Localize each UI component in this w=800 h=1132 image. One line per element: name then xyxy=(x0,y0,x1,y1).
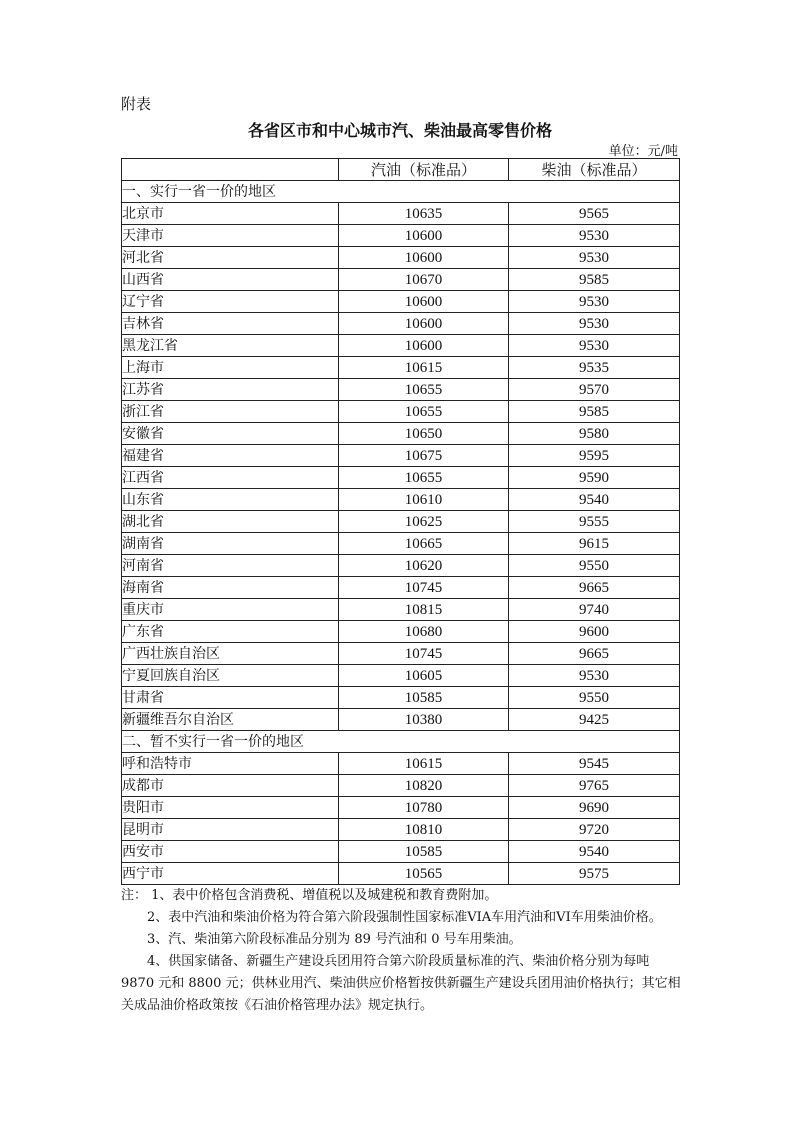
table-row xyxy=(122,247,680,269)
table-row xyxy=(122,511,680,533)
table-row xyxy=(122,423,680,445)
diesel-price-cell: 9595 xyxy=(509,445,680,467)
diesel-price-cell: 9665 xyxy=(509,643,680,665)
gasoline-price-cell: 10625 xyxy=(339,511,509,533)
diesel-price-cell: 9540 xyxy=(509,489,680,511)
region-cell: 浙江省 xyxy=(122,401,339,423)
region-cell: 昆明市 xyxy=(122,819,339,841)
gasoline-price-cell: 10615 xyxy=(339,357,509,379)
region-cell: 湖北省 xyxy=(122,511,339,533)
region-cell: 重庆市 xyxy=(122,599,339,621)
gasoline-price-cell: 10600 xyxy=(339,335,509,357)
diesel-price-cell: 9545 xyxy=(509,753,680,775)
region-cell: 上海市 xyxy=(122,357,339,379)
diesel-price-cell: 9720 xyxy=(509,819,680,841)
diesel-price-cell: 9540 xyxy=(509,841,680,863)
gasoline-price-cell: 10670 xyxy=(339,269,509,291)
note-4: 4、供国家储备、新疆生产建设兵团用符合第六阶段质量标准的汽、柴油价格分别为每吨 9870 元和 8800 元；供林业用汽、柴油供应价格暂按供新疆生产建设兵团用油价格执行；其它相关成品油价格政策按《石油价格管理办法》规定执行。 xyxy=(121,954,681,1013)
region-cell: 河南省 xyxy=(122,555,339,577)
gasoline-price-cell: 10745 xyxy=(339,643,509,665)
gasoline-price-cell: 10605 xyxy=(339,665,509,687)
unit-label: 单位：元/吨 xyxy=(608,144,678,159)
region-cell: 河北省 xyxy=(122,247,339,269)
table-row xyxy=(122,467,680,489)
diesel-price-cell: 9585 xyxy=(509,269,680,291)
region-cell: 呼和浩特市 xyxy=(122,753,339,775)
table-row xyxy=(122,665,680,687)
gasoline-price-cell: 10655 xyxy=(339,401,509,423)
diesel-price-cell: 9585 xyxy=(509,401,680,423)
region-cell: 黑龙江省 xyxy=(122,335,339,357)
appendix-label: 附表 xyxy=(121,95,152,113)
gasoline-price-cell: 10635 xyxy=(339,203,509,225)
section-label: 二、暂不实行一省一价的地区 xyxy=(122,731,680,753)
gasoline-price-cell: 10655 xyxy=(339,379,509,401)
region-cell: 新疆维吾尔自治区 xyxy=(122,709,339,731)
region-cell: 宁夏回族自治区 xyxy=(122,665,339,687)
diesel-price-cell: 9565 xyxy=(509,203,680,225)
region-cell: 吉林省 xyxy=(122,313,339,335)
table-row xyxy=(122,445,680,467)
gasoline-price-cell: 10585 xyxy=(339,841,509,863)
header-region xyxy=(122,159,339,181)
table-row xyxy=(122,621,680,643)
region-cell: 西安市 xyxy=(122,841,339,863)
gasoline-price-cell: 10810 xyxy=(339,819,509,841)
gasoline-price-cell: 10650 xyxy=(339,423,509,445)
gasoline-price-cell: 10565 xyxy=(339,863,509,885)
diesel-price-cell: 9530 xyxy=(509,247,680,269)
gasoline-price-cell: 10600 xyxy=(339,247,509,269)
diesel-price-cell: 9765 xyxy=(509,775,680,797)
table-row xyxy=(122,533,680,555)
diesel-price-cell: 9600 xyxy=(509,621,680,643)
diesel-price-cell: 9550 xyxy=(509,555,680,577)
gasoline-price-cell: 10610 xyxy=(339,489,509,511)
region-cell: 天津市 xyxy=(122,225,339,247)
region-cell: 湖南省 xyxy=(122,533,339,555)
diesel-price-cell: 9665 xyxy=(509,577,680,599)
note-3: 3、汽、柴油第六阶段标准品分别为 89 号汽油和 0 号车用柴油。 xyxy=(147,932,522,947)
diesel-price-cell: 9570 xyxy=(509,379,680,401)
gasoline-price-cell: 10600 xyxy=(339,225,509,247)
gasoline-price-cell: 10815 xyxy=(339,599,509,621)
gasoline-price-cell: 10745 xyxy=(339,577,509,599)
region-cell: 广西壮族自治区 xyxy=(122,643,339,665)
table-row xyxy=(122,203,680,225)
region-cell: 成都市 xyxy=(122,775,339,797)
gasoline-price-cell: 10665 xyxy=(339,533,509,555)
gasoline-price-cell: 10585 xyxy=(339,687,509,709)
region-cell: 辽宁省 xyxy=(122,291,339,313)
diesel-price-cell: 9530 xyxy=(509,225,680,247)
table-row xyxy=(122,401,680,423)
note-2: 2、表中汽油和柴油价格为符合第六阶段强制性国家标准VIA车用汽油和VI车用柴油价格。 xyxy=(147,910,662,925)
diesel-price-cell: 9555 xyxy=(509,511,680,533)
table-row xyxy=(122,819,680,841)
table-row xyxy=(122,841,680,863)
table-row xyxy=(122,753,680,775)
table-body xyxy=(122,181,680,885)
diesel-price-cell: 9575 xyxy=(509,863,680,885)
diesel-price-cell: 9590 xyxy=(509,467,680,489)
region-cell: 甘肃省 xyxy=(122,687,339,709)
table-row xyxy=(122,291,680,313)
table-row xyxy=(122,797,680,819)
table-row xyxy=(122,489,680,511)
region-cell: 福建省 xyxy=(122,445,339,467)
diesel-price-cell: 9530 xyxy=(509,335,680,357)
table-row xyxy=(122,225,680,247)
region-cell: 北京市 xyxy=(122,203,339,225)
notes xyxy=(121,885,681,1017)
gasoline-price-cell: 10655 xyxy=(339,467,509,489)
region-cell: 江西省 xyxy=(122,467,339,489)
gasoline-price-cell: 10600 xyxy=(339,313,509,335)
gasoline-price-cell: 10680 xyxy=(339,621,509,643)
diesel-price-cell: 9550 xyxy=(509,687,680,709)
table-row xyxy=(122,555,680,577)
diesel-price-cell: 9530 xyxy=(509,665,680,687)
gasoline-price-cell: 10380 xyxy=(339,709,509,731)
table-row xyxy=(122,577,680,599)
gasoline-price-cell: 10620 xyxy=(339,555,509,577)
gasoline-price-cell: 10780 xyxy=(339,797,509,819)
document-title: 各省区市和中心城市汽、柴油最高零售价格 xyxy=(247,121,552,140)
table-row xyxy=(122,357,680,379)
diesel-price-cell: 9530 xyxy=(509,291,680,313)
table-row xyxy=(122,775,680,797)
table-row xyxy=(122,335,680,357)
region-cell: 海南省 xyxy=(122,577,339,599)
region-cell: 江苏省 xyxy=(122,379,339,401)
region-cell: 山东省 xyxy=(122,489,339,511)
header-gasoline: 汽油（标准品） xyxy=(339,159,509,181)
section-row xyxy=(122,731,680,753)
table-row xyxy=(122,599,680,621)
region-cell: 安徽省 xyxy=(122,423,339,445)
region-cell: 山西省 xyxy=(122,269,339,291)
section-label: 一、实行一省一价的地区 xyxy=(122,181,680,203)
table-row xyxy=(122,643,680,665)
table-row xyxy=(122,313,680,335)
diesel-price-cell: 9425 xyxy=(509,709,680,731)
region-cell: 贵阳市 xyxy=(122,797,339,819)
diesel-price-cell: 9690 xyxy=(509,797,680,819)
region-cell: 广东省 xyxy=(122,621,339,643)
diesel-price-cell: 9530 xyxy=(509,313,680,335)
diesel-price-cell: 9580 xyxy=(509,423,680,445)
table-row xyxy=(122,687,680,709)
table-header-row xyxy=(122,159,680,181)
section-row xyxy=(122,181,680,203)
header-diesel: 柴油（标准品） xyxy=(509,159,680,181)
gasoline-price-cell: 10675 xyxy=(339,445,509,467)
gasoline-price-cell: 10615 xyxy=(339,753,509,775)
note-1: 注： 1、表中价格包含消费税、增值税以及城建税和教育费附加。 xyxy=(121,888,498,903)
table-row xyxy=(122,863,680,885)
table-row xyxy=(122,379,680,401)
gasoline-price-cell: 10820 xyxy=(339,775,509,797)
price-table xyxy=(121,158,680,885)
diesel-price-cell: 9535 xyxy=(509,357,680,379)
table-row xyxy=(122,269,680,291)
gasoline-price-cell: 10600 xyxy=(339,291,509,313)
diesel-price-cell: 9740 xyxy=(509,599,680,621)
region-cell: 西宁市 xyxy=(122,863,339,885)
diesel-price-cell: 9615 xyxy=(509,533,680,555)
table-row xyxy=(122,709,680,731)
